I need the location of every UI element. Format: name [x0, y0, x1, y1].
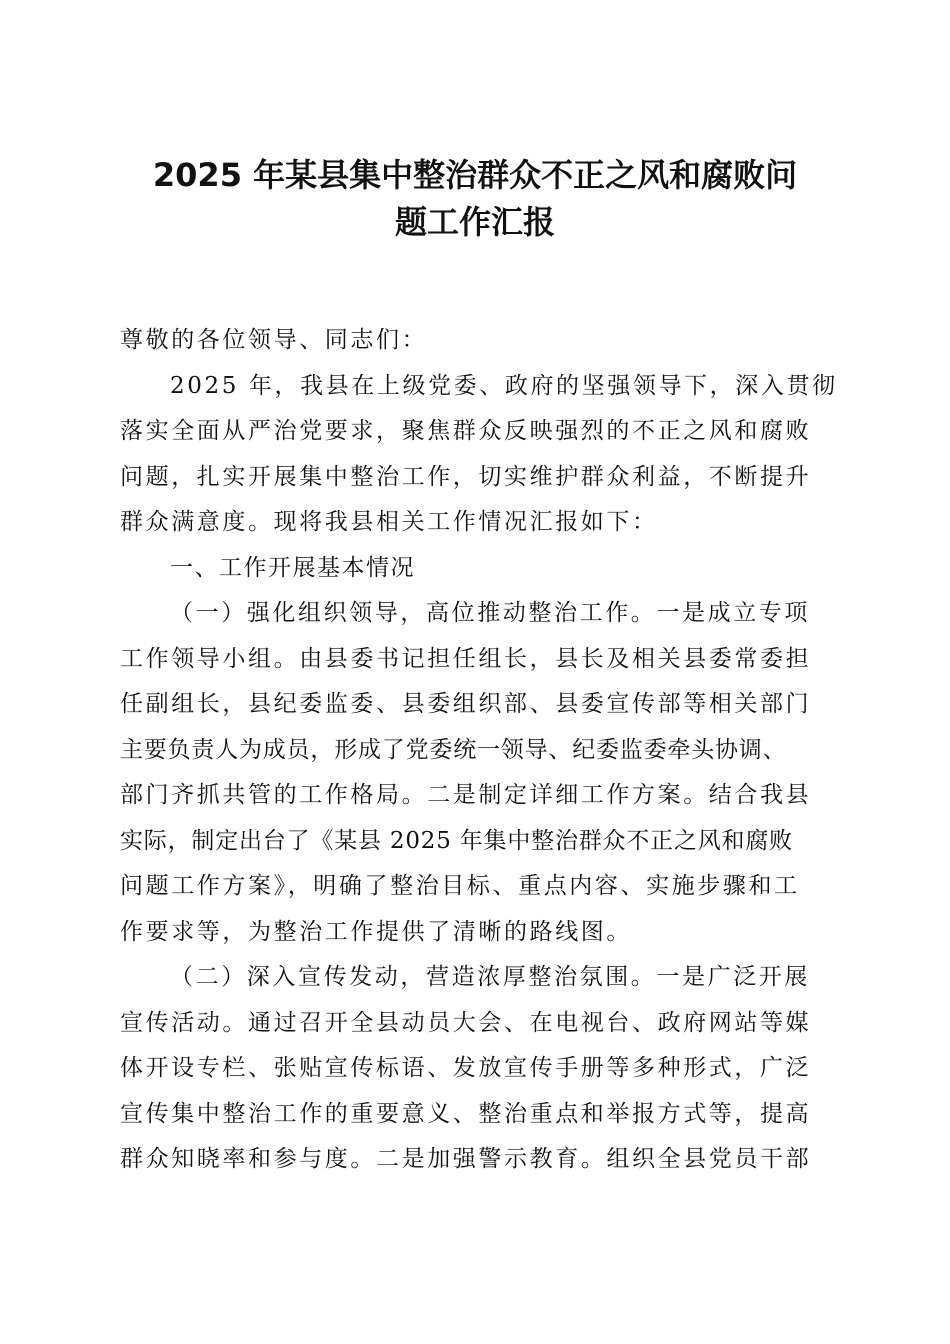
document-body	[120, 318, 840, 1183]
intro-line-4: 群众满意度。现将我县相关工作情况汇报如下：	[120, 509, 658, 535]
section-heading-1: 一、工作开展基本情况	[170, 554, 415, 581]
part2-line-2: 宣传活动。通过召开全县动员大会、在电视台、政府网站等媒	[120, 1009, 812, 1036]
part1-line-8: 作要求等，为整治工作提供了清晰的路线图。	[120, 918, 632, 945]
intro-line-3: 问题，扎实开展集中整治工作，切实维护群众利益，不断提升	[120, 463, 812, 490]
part1-line-4: 主要负责人为成员，形成了党委统一领导、纪委监委牵头协调、	[120, 736, 787, 763]
intro-line-1: 2025 年，我县在上级党委、政府的坚强领导下，深入贯彻	[170, 372, 838, 399]
part1-line-5: 部门齐抓共管的工作格局。二是制定详细工作方案。结合我县	[120, 782, 812, 808]
part2-line-4: 宣传集中整治工作的重要意义、整治重点和举报方式等，提高	[120, 1100, 812, 1127]
part2-line-5: 群众知晓率和参与度。二是加强警示教育。组织全县党员干部	[120, 1146, 812, 1172]
title-line-1: 2025 年某县集中整治群众不正之风和腐败问	[152, 156, 798, 194]
part2-line-1: （二）深入宣传发动，营造浓厚整治氛围。一是广泛开展	[170, 964, 810, 990]
document-title	[110, 152, 840, 246]
title-line-2: 题工作汇报	[394, 203, 555, 241]
part1-line-2: 工作领导小组。由县委书记担任组长，县长及相关县委常委担	[120, 645, 812, 672]
part1-line-7: 问题工作方案》，明确了整治目标、重点内容、实施步骤和工	[120, 873, 800, 899]
part1-line-3: 任副组长，县纪委监委、县委组织部、县委宣传部等相关部门	[120, 691, 812, 717]
part2-line-3: 体开设专栏、张贴宣传标语、发放宣传手册等多种形式，广泛	[120, 1055, 812, 1081]
part1-line-1: （一）强化组织领导，高位推动整治工作。一是成立专项	[170, 600, 810, 626]
part1-line-6: 实际，制定出台了《某县 2025 年集中整治群众不正之风和腐败	[120, 827, 793, 854]
salutation: 尊敬的各位领导、同志们：	[120, 327, 428, 353]
intro-line-2: 落实全面从严治党要求，聚焦群众反映强烈的不正之风和腐败	[120, 418, 812, 444]
